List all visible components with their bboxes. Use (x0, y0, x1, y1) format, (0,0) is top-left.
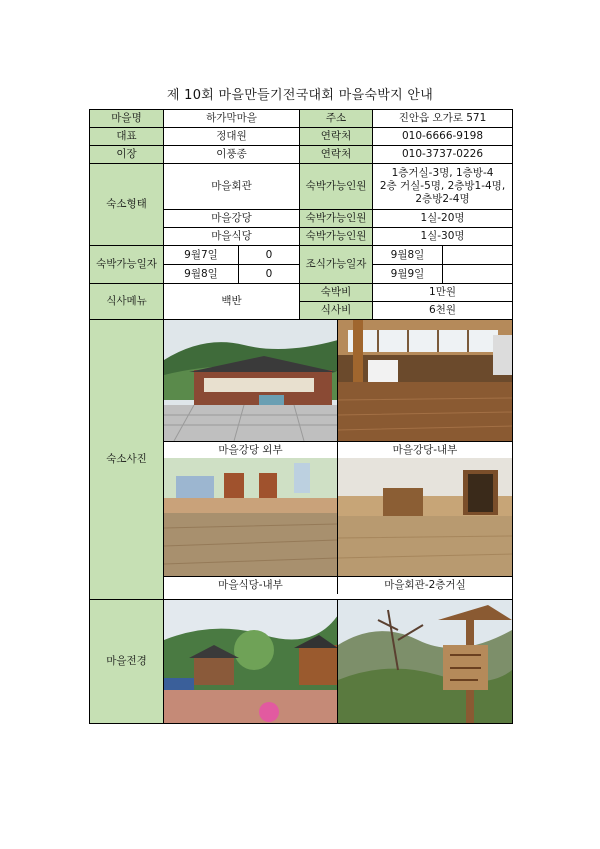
stay-date-1: 9월7일 (164, 246, 239, 265)
caption-hall-interior: 마을강당-내부 (338, 441, 512, 460)
photo-center-2f-living (338, 458, 512, 576)
scenery-label: 마을전경 (90, 600, 164, 724)
lodging-3: 마을식당 (164, 228, 300, 246)
stay-date-2: 9월8일 (164, 265, 239, 284)
info-table (89, 109, 513, 724)
breakfast-1-blank (443, 246, 513, 265)
breakfast-1: 9월8일 (373, 246, 443, 265)
chief-label: 이장 (90, 146, 164, 164)
capacity-1-line1: 1층거실-3명, 1층방-4 (391, 167, 494, 179)
breakfast-2-blank (443, 265, 513, 284)
village-label: 마을명 (90, 110, 164, 128)
capacity-1 (373, 164, 513, 210)
chief-value: 이풍종 (164, 146, 300, 164)
photos-grid (164, 320, 513, 600)
breakfast-2: 9월9일 (373, 265, 443, 284)
stay-fee-value: 1만원 (373, 284, 513, 302)
caption-dining-interior: 마을식당-내부 (164, 576, 338, 594)
stay-fee-label: 숙박비 (300, 284, 373, 302)
photo-dining-interior (164, 458, 338, 576)
caption-center-2f-living: 마을회관-2층거실 (338, 576, 512, 594)
meal-menu-label: 식사메뉴 (90, 284, 164, 320)
meal-menu-value: 백반 (164, 284, 300, 320)
meal-fee-value: 6천원 (373, 302, 513, 320)
caption-hall-exterior: 마을강당 외부 (164, 441, 338, 460)
address-label: 주소 (300, 110, 373, 128)
capacity-label-3: 숙박가능인원 (300, 228, 373, 246)
capacity-label-1: 숙박가능인원 (300, 164, 373, 210)
capacity-3: 1실-30명 (373, 228, 513, 246)
photo-village-scenery-1 (164, 600, 338, 723)
meal-fee-label: 식사비 (300, 302, 373, 320)
lodging-label: 숙소형태 (90, 164, 164, 246)
capacity-2: 1실-20명 (373, 210, 513, 228)
rep-value: 정대원 (164, 128, 300, 146)
page-title: 제 10회 마을만들기전국대회 마을숙박지 안내 (166, 88, 434, 103)
lodging-2: 마을강당 (164, 210, 300, 228)
stay-dates-label: 숙박가능일자 (90, 246, 164, 284)
capacity-label-2: 숙박가능인원 (300, 210, 373, 228)
stay-val-2: 0 (239, 265, 300, 284)
contact-label: 연락처 (300, 128, 373, 146)
capacity-1-line3: 2층방2-4명 (415, 193, 470, 205)
rep-label: 대표 (90, 128, 164, 146)
photo-hall-exterior (164, 320, 338, 441)
contact2-value: 010-3737-0226 (373, 146, 513, 164)
breakfast-label: 조식가능일자 (300, 246, 373, 284)
scenery-grid (164, 600, 513, 724)
capacity-1-line2: 2층 거실-5명, 2층방1-4명, (379, 180, 506, 192)
stay-val-1: 0 (239, 246, 300, 265)
lodging-1: 마을회관 (164, 164, 300, 210)
address-value: 진안읍 오가로 571 (373, 110, 513, 128)
photo-village-scenery-2 (338, 600, 512, 723)
photo-hall-interior (338, 320, 512, 441)
contact-value: 010-6666-9198 (373, 128, 513, 146)
village-value: 하가막마을 (164, 110, 300, 128)
contact2-label: 연락처 (300, 146, 373, 164)
photos-label: 숙소사진 (90, 320, 164, 600)
